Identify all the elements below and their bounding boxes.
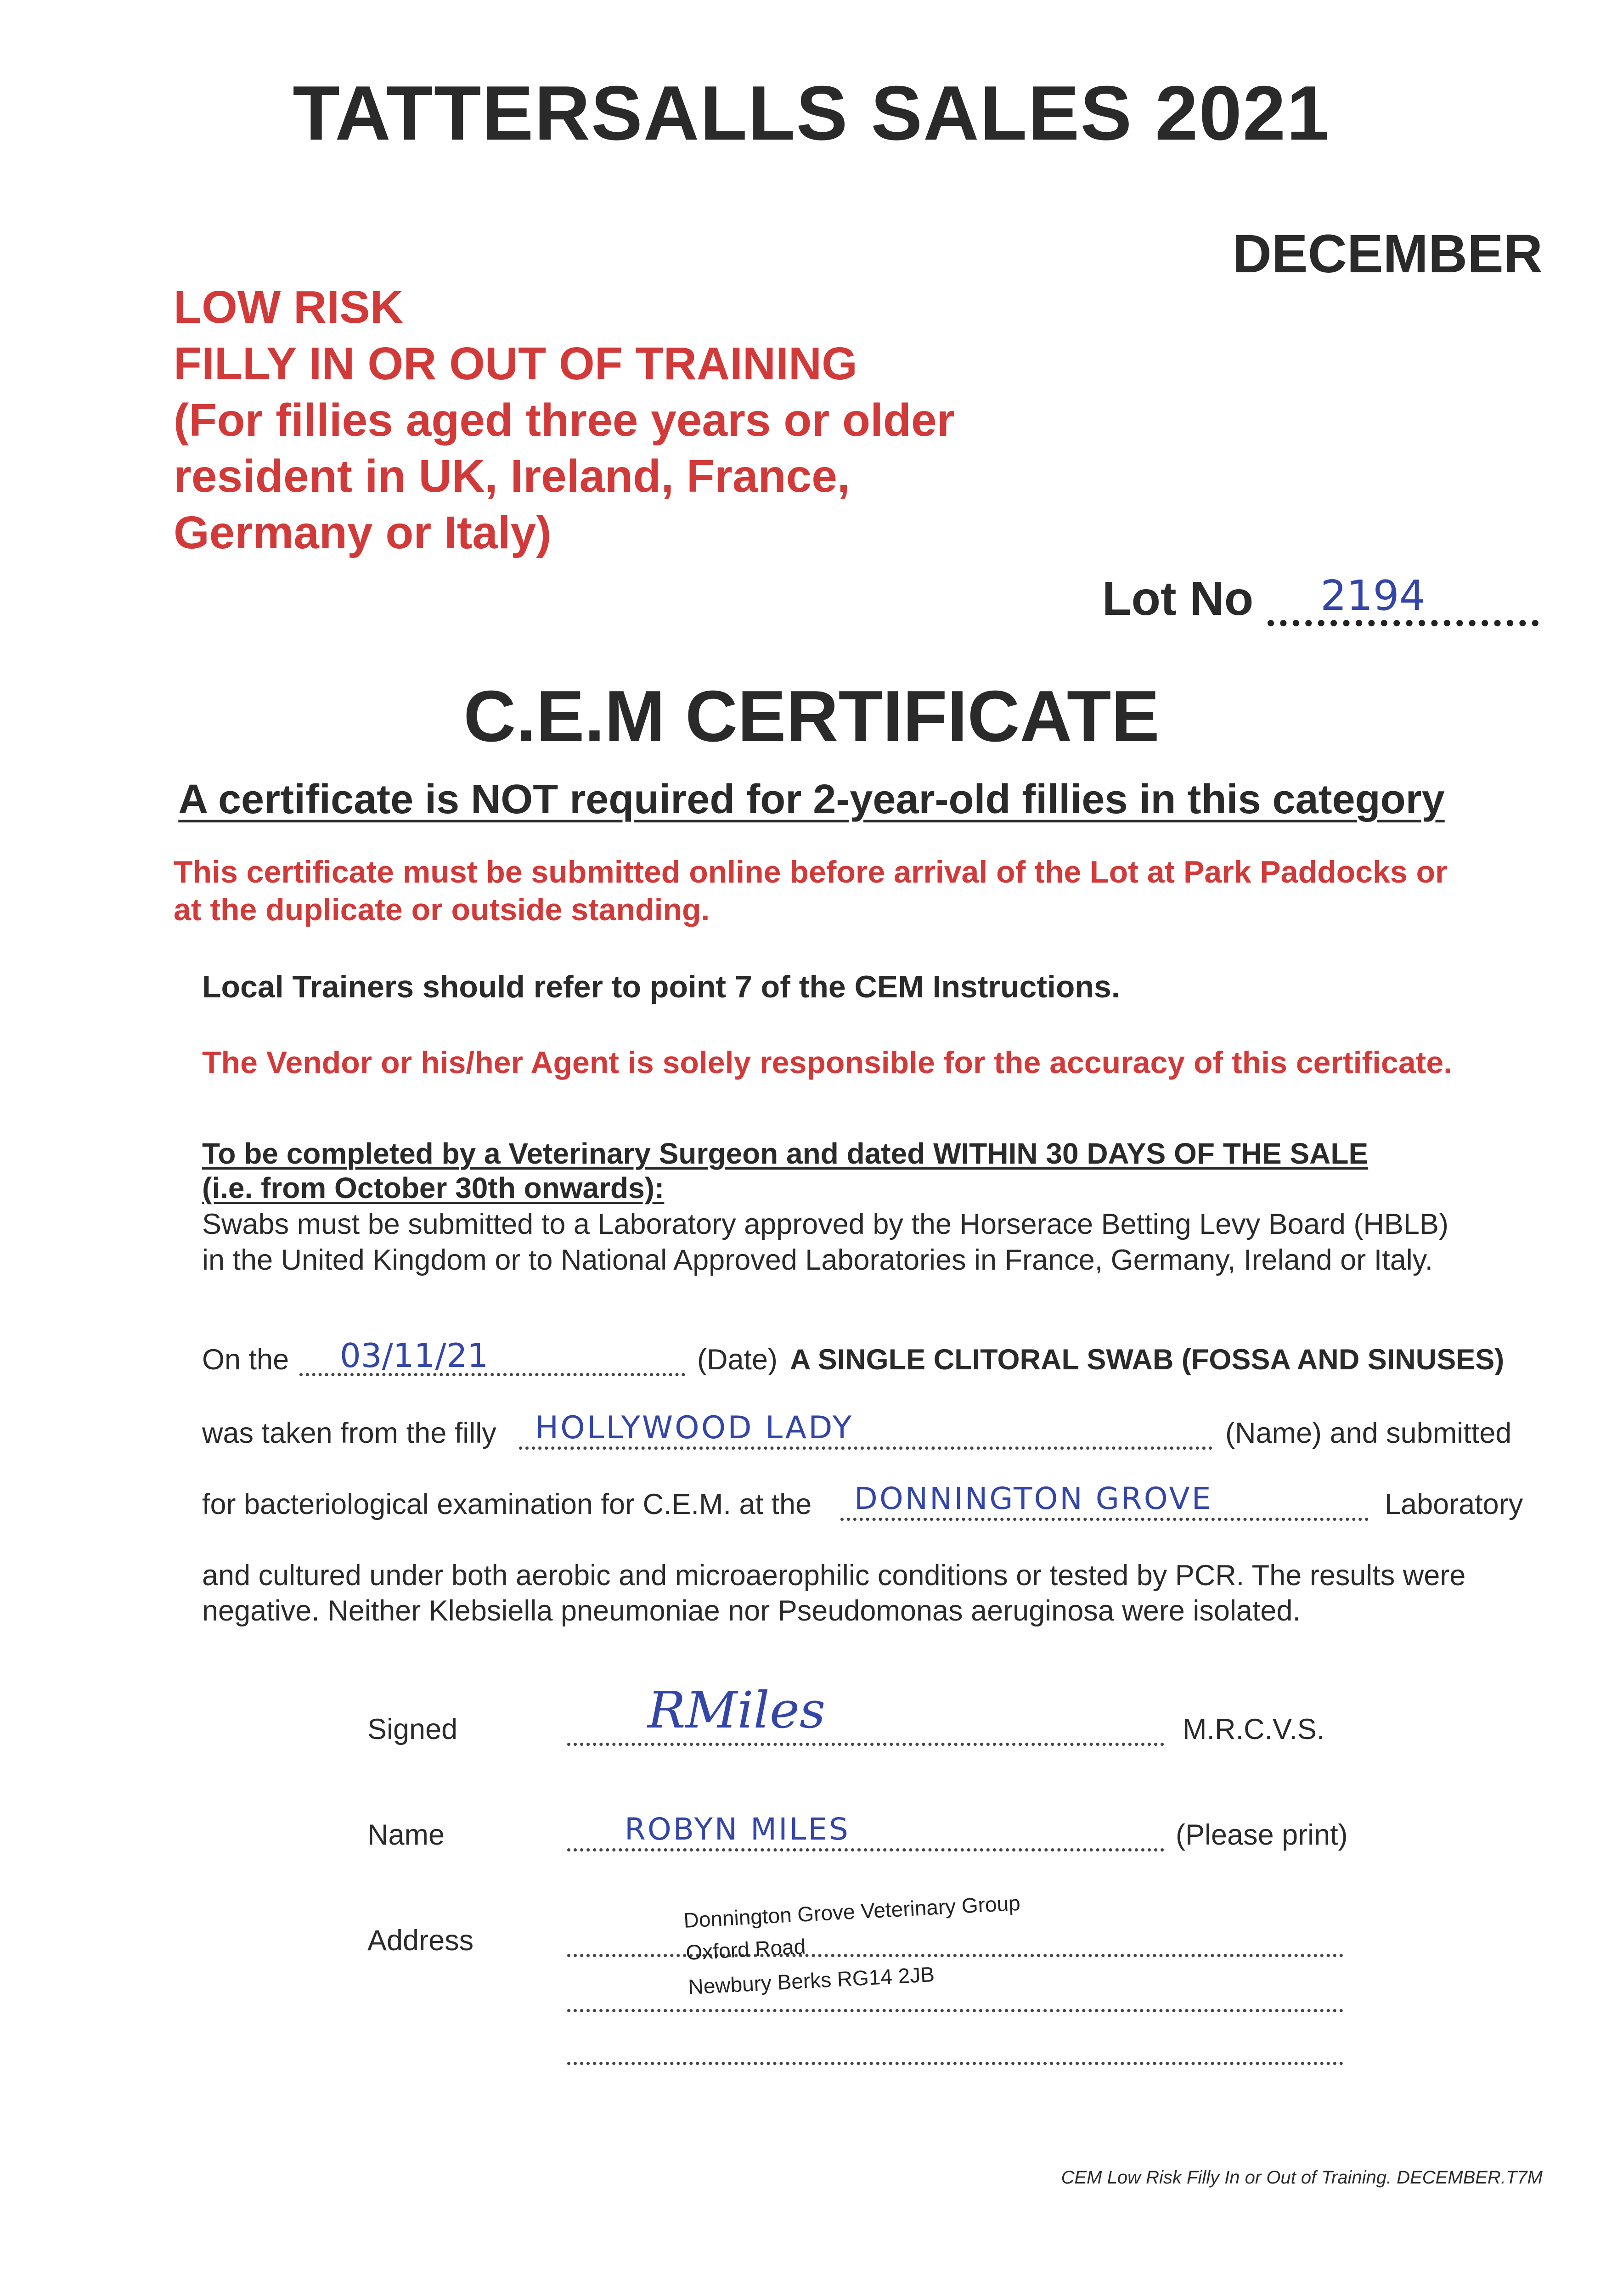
page-title: TATTERSALLS SALES 2021: [293, 70, 1330, 156]
footer-reference: CEM Low Risk Filly In or Out of Training. DECEMBER.T7M: [1061, 2167, 1543, 2188]
address-field-line3[interactable]: [567, 2053, 1343, 2065]
instructions-heading-line1: To be completed by a Veterinary Surgeon and dated WITHIN 30 DAYS OF THE SALE: [202, 1137, 1369, 1170]
address-stamp-line3: Newbury Berks RG14 2JB: [688, 1962, 935, 1999]
instructions-body-line2: in the United Kingdom or to National Approved Laboratories in France, Germany, Ireland or Italy.: [202, 1244, 1433, 1276]
category-age: (For fillies aged three years or older: [174, 394, 955, 446]
date-value: 03/11/21: [340, 1336, 489, 1375]
name-label: Name: [367, 1819, 445, 1851]
instructions-heading-line2: (i.e. from October 30th onwards):: [202, 1171, 665, 1204]
submit-notice-line2: at the duplicate or outside standing.: [174, 892, 710, 927]
date-label: (Date): [697, 1344, 778, 1376]
exam-label: for bacteriological examination for C.E.M. at the: [202, 1488, 812, 1520]
signed-label: Signed: [367, 1713, 458, 1745]
vendor-notice: The Vendor or his/her Agent is solely responsible for the accuracy of this certificate.: [202, 1045, 1453, 1080]
lot-label: Lot No: [1102, 572, 1254, 625]
laboratory-label: Laboratory: [1385, 1488, 1523, 1520]
local-trainers-notice: Local Trainers should refer to point 7 of the CEM Instructions.: [202, 969, 1120, 1004]
submit-notice-line1: This certificate must be submitted online before arrival of the Lot at Park Paddocks or: [174, 855, 1448, 889]
filly-name-value: HOLLYWOOD LADY: [535, 1410, 854, 1446]
please-print-label: (Please print): [1176, 1819, 1348, 1851]
mrcvs-label: M.R.C.V.S.: [1183, 1713, 1325, 1745]
certificate-title: C.E.M CERTIFICATE: [463, 676, 1160, 757]
result-line2: negative. Neither Klebsiella pneumoniae nor Pseudomonas aeruginosa were isolated.: [202, 1595, 1301, 1627]
laboratory-value: DONNINGTON GROVE: [854, 1481, 1213, 1516]
taken-from-label: was taken from the filly: [202, 1417, 496, 1449]
instructions-body-line1: Swabs must be submitted to a Laboratory approved by the Horserace Betting Levy Board (HBLB): [202, 1208, 1448, 1240]
category-countries: Germany or Italy): [174, 507, 552, 558]
certificate-subtitle: A certificate is NOT required for 2-year-old fillies in this category: [178, 777, 1445, 822]
category-risk: LOW RISK: [174, 281, 403, 333]
filly-name-label: (Name) and submitted: [1225, 1417, 1512, 1449]
sale-month: DECEMBER: [1232, 224, 1543, 284]
address-field-line1[interactable]: [567, 1945, 1343, 1957]
on-the-label: On the: [202, 1344, 289, 1376]
printed-name-value: ROBYN MILES: [625, 1812, 850, 1847]
address-stamp-line2: Oxford Road: [685, 1934, 806, 1965]
signature-value: RMiles: [648, 1681, 826, 1739]
category-type: FILLY IN OR OUT OF TRAINING: [174, 338, 857, 389]
swab-description: A SINGLE CLITORAL SWAB (FOSSA AND SINUSES): [790, 1344, 1505, 1376]
lot-number-value: 2194: [1320, 572, 1426, 620]
address-field-line2[interactable]: [567, 2000, 1343, 2012]
category-residence: resident in UK, Ireland, France,: [174, 450, 850, 502]
result-line1: and cultured under both aerobic and microaerophilic conditions or tested by PCR. The results were: [202, 1559, 1466, 1592]
address-stamp-line1: Donnington Grove Veterinary Group: [683, 1891, 1021, 1933]
address-label: Address: [367, 1925, 474, 1957]
